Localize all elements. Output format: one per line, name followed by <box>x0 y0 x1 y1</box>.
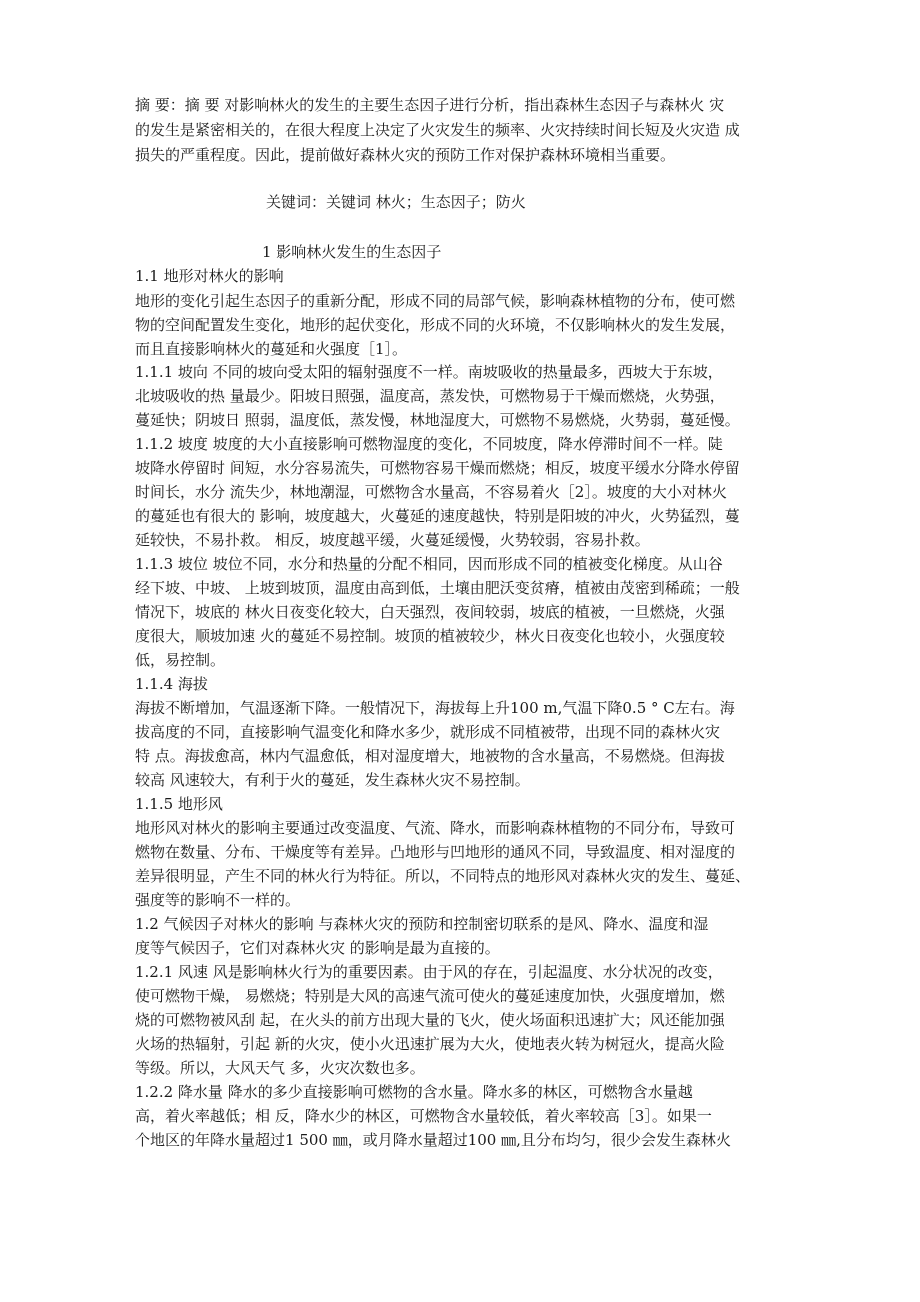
abstract-line-1: 摘 要：摘 要 对影响林火的发生的主要生态因子进行分析，指出森林生态因子与森林火 灾 <box>135 96 725 114</box>
body-line: 燃物在数量、分布、干燥度等有差异。凸地形与凹地形的通风不同，导致温度、相对湿度的 <box>135 843 736 861</box>
body-line: 延较快，不易扑救。 相反，坡度越平缓，火蔓延缓慢，火势较弱，容易扑救。 <box>135 531 650 549</box>
body-line: 地形的变化引起生态因子的重新分配，形成不同的局部气候，影响森林植物的分布，使可燃 <box>135 292 736 310</box>
body-line: 经下坡、中坡、 上坡到坡顶，温度由高到低，土壤由肥沃变贫瘠，植被由茂密到稀疏；一般 <box>135 579 740 597</box>
body-line: 蔓延快；阴坡日 照弱，温度低，蒸发慢，林地湿度大，可燃物不易燃烧，火势弱，蔓延慢。 <box>135 411 740 429</box>
keywords-line: 关键词：关键词 林火；生态因子；防火 <box>266 193 526 211</box>
body-line: 时间长，水分 流失少，林地潮湿，可燃物含水量高，不容易着火［2］。坡度的大小对林火 <box>135 483 727 501</box>
body-line: 拔高度的不同，直接影响气温变化和降水多少，就形成不同植被带，出现不同的森林火灾 <box>135 723 721 741</box>
body-line: 情况下，坡底的 林火日夜变化较大，白天强烈，夜间较弱，坡底的植被，一旦燃烧，火强 <box>135 603 725 621</box>
paragraph-1-1-3-line: 1.1.3 坡位 坡位不同，水分和热量的分配不相同，因而形成不同的植被变化梯度。从山谷 <box>135 555 723 573</box>
abstract-line-3: 损失的严重程度。因此，提前做好森林火灾的预防工作对保护森林环境相当重要。 <box>135 146 676 164</box>
subsection-heading-1-1-4: 1.1.4 海拔 <box>135 675 208 693</box>
body-line: 烧的可燃物被风刮 起，在火头的前方出现大量的飞火，使火场面积迅速扩大；风还能加强 <box>135 1011 725 1029</box>
body-line: 物的空间配置发生变化，地形的起伏变化，形成不同的火环境，不仅影响林火的发生发展， <box>135 316 736 334</box>
body-line: 差异很明显，产生不同的林火行为特征。所以，不同特点的地形风对森林火灾的发生、蔓延、 <box>135 867 751 885</box>
body-line: 低，易控制。 <box>135 651 226 669</box>
paragraph-1-2-2-line: 1.2.2 降水量 降水的多少直接影响可燃物的含水量。降水多的林区，可燃物含水量越 <box>135 1083 693 1101</box>
body-line: 度很大，顺坡加速 火的蔓延不易控制。坡顶的植被较少，林火日夜变化也较小，火强度较 <box>135 627 725 645</box>
body-line: 等级。所以，大风天气 多，火灾次数也多。 <box>135 1059 425 1077</box>
subsection-heading-1-1: 1.1 地形对林火的影响 <box>135 267 284 285</box>
body-line: 特 点。海拔愈高，林内气温愈低，相对湿度增大，地被物的含水量高，不易燃烧。但海拔 <box>135 747 725 765</box>
body-line: 而且直接影响林火的蔓延和火强度［1］。 <box>135 340 408 358</box>
subsection-heading-1-1-5: 1.1.5 地形风 <box>135 795 223 813</box>
body-line: 海拔不断增加，气温逐渐下降。一般情况下，海拔每上升100 m,气温下降0.5 ° C左右。海 <box>135 699 735 717</box>
paragraph-1-1-1-line: 1.1.1 坡向 不同的坡向受太阳的辐射强度不一样。南坡吸收的热量最多，西坡大于东坡， <box>135 363 723 381</box>
body-line: 强度等的影响不一样的。 <box>135 891 301 909</box>
body-line: 的蔓延也有很大的 影响，坡度越大，火蔓延的速度越快，特别是阳坡的冲火，火势猛烈，蔓 <box>135 507 740 525</box>
body-line: 北坡吸收的热 量最少。阳坡日照强，温度高，蒸发快，可燃物易于干燥而燃烧，火势强， <box>135 387 725 405</box>
body-line: 度等气候因子，它们对森林火灾 的影响是最为直接的。 <box>135 939 500 957</box>
paragraph-1-1-2-line: 1.1.2 坡度 坡度的大小直接影响可燃物湿度的变化，不同坡度，降水停滞时间不一样。陡 <box>135 435 723 453</box>
abstract-line-2: 的发生是紧密相关的，在很大程度上决定了火灾发生的频率、火灾持续时间长短及火灾造 成 <box>135 121 740 139</box>
body-line: 火场的热辐射，引起 新的火灾，使小火迅速扩展为大火，使地表火转为树冠火，提高火险 <box>135 1035 725 1053</box>
body-line: 坡降水停留时 间短，水分容易流失，可燃物容易干燥而燃烧；相反，坡度平缓水分降水停留 <box>135 459 740 477</box>
body-line: 较高 风速较大，有利于火的蔓延，发生森林火灾不易控制。 <box>135 771 530 789</box>
body-line: 地形风对林火的影响主要通过改变温度、气流、降水，而影响森林植物的不同分布，导致可 <box>135 819 736 837</box>
subsection-heading-1-2: 1.2 气候因子对林火的影响 与森林火灾的预防和控制密切联系的是风、降水、温度和湿 <box>135 915 709 933</box>
body-line: 高，着火率越低；相 反，降水少的林区，可燃物含水量较低，着火率较高［3］。如果一 <box>135 1107 712 1125</box>
section-heading-1: 1 影响林火发生的生态因子 <box>262 243 442 261</box>
body-line: 使可燃物干燥， 易燃烧；特别是大风的高速气流可使火的蔓延速度加快，火强度增加，燃 <box>135 987 725 1005</box>
paragraph-1-2-1-line: 1.2.1 风速 风是影响林火行为的重要因素。由于风的存在，引起温度、水分状况的改变， <box>135 963 723 981</box>
body-line: 个地区的年降水量超过1 500 ㎜，或月降水量超过100 ㎜,且分布均匀，很少会发生森林火 <box>135 1131 731 1149</box>
